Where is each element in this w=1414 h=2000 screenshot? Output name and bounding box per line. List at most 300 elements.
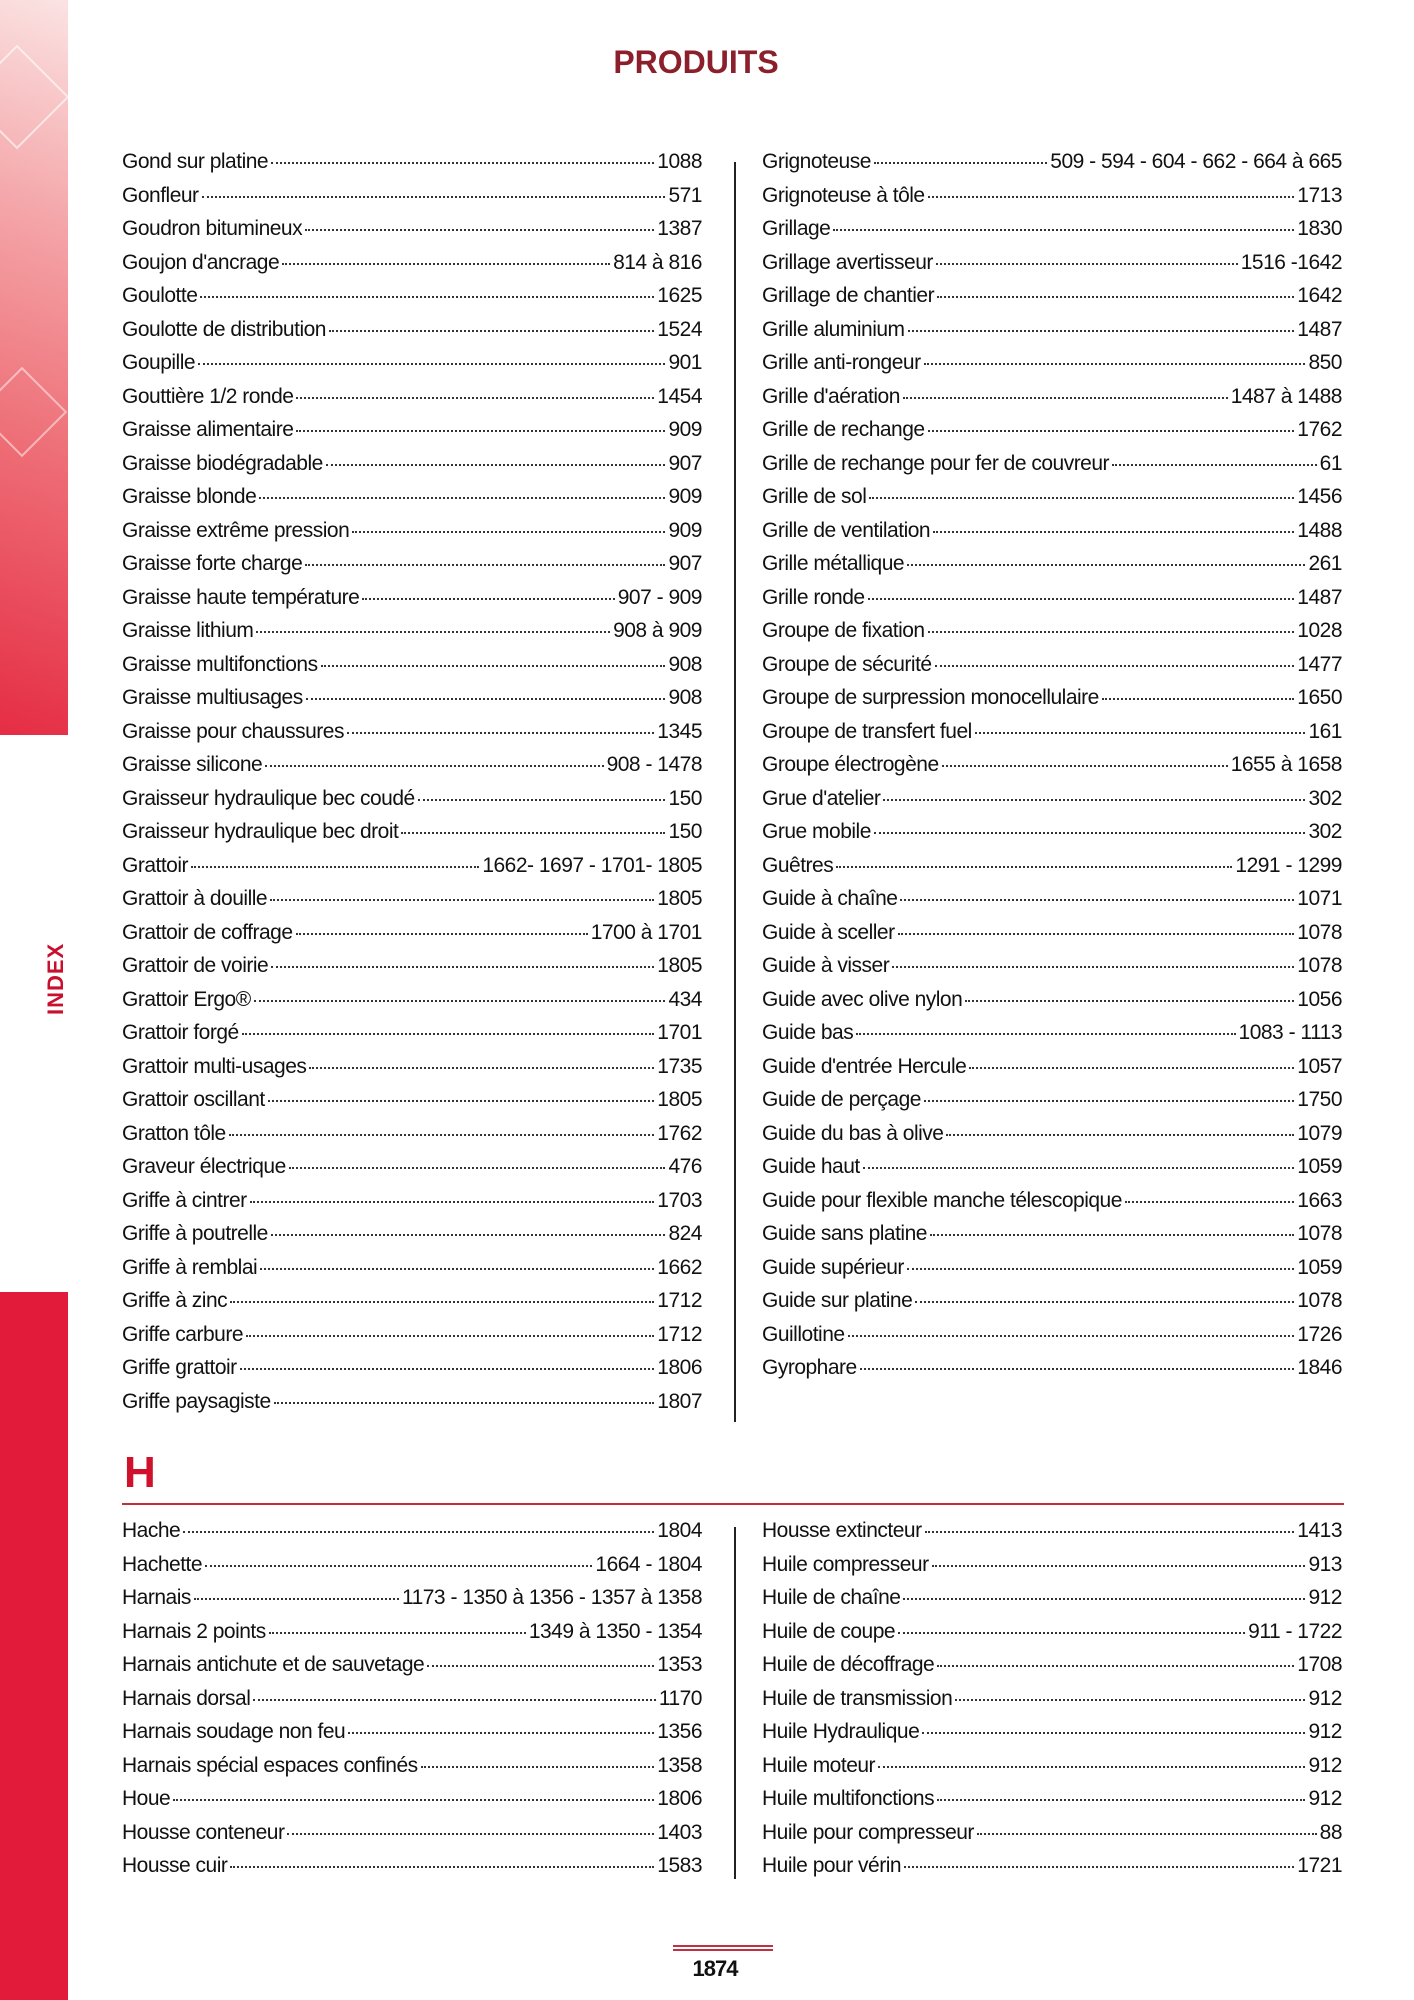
dot-leader [930,1234,1294,1236]
entry-name: Grillage avertisseur [762,250,933,274]
index-entry [122,1519,702,1553]
dot-leader [287,1833,654,1835]
dot-leader [836,866,1232,868]
entry-page: 1712 [657,1322,702,1346]
index-entry [762,251,1342,285]
entry-name: Graisse lithium [122,619,254,642]
entry-page: 1487 [1297,317,1342,341]
page-number-text: 1874 [692,1956,738,1981]
dot-leader [352,531,665,533]
dot-leader [265,765,603,767]
entry-page: 1403 [657,1820,702,1844]
index-entry [122,820,702,854]
dot-leader [296,397,654,399]
index-entry [762,1088,1342,1122]
entry-page: 1625 [657,284,702,307]
dot-leader [230,1866,654,1868]
index-entry [122,1323,702,1357]
entry-name: Harnais dorsal [122,1686,251,1710]
index-entry [762,586,1342,620]
entry-name: Griffe à remblai [122,1255,258,1279]
dot-leader [229,1134,655,1136]
dot-leader [955,1699,1305,1701]
index-entry [762,1787,1342,1821]
column-divider [734,162,736,1422]
index-entry [122,184,702,218]
entry-name: Hache [122,1519,181,1542]
entry-page: 1726 [1297,1322,1342,1346]
entry-page: 150 [668,820,702,843]
dot-leader [260,1268,654,1270]
index-entry [762,284,1342,318]
entry-page: 1806 [657,1356,702,1379]
entry-name: Huile pour compresseur [762,1820,974,1844]
entry-page: 909 [668,485,702,508]
entry-page: 1662- 1697 - 1701- 1805 [482,853,702,877]
entry-name: Graisse biodégradable [122,451,323,475]
entry-page: 1846 [1297,1356,1342,1379]
entry-name: Guide du bas à olive [762,1121,944,1145]
entry-name: Griffe à zinc [122,1289,228,1312]
entry-name: Grignoteuse à tôle [762,183,925,207]
entry-name: Graisseur hydraulique bec droit [122,820,399,843]
index-entry [762,954,1342,988]
index-entry [122,385,702,419]
index-entry [762,217,1342,251]
page-number [0,1956,1414,1982]
entry-page: 1173 - 1350 à 1356 - 1357 à 1358 [401,1586,702,1609]
entry-page: 1454 [657,384,702,408]
entry-page: 907 [668,552,702,575]
index-entry [122,954,702,988]
entry-page: 1583 [657,1854,702,1877]
index-entry [762,1687,1342,1721]
dot-leader [271,966,654,968]
index-entry [762,418,1342,452]
dot-leader [253,1699,655,1701]
entry-page: 1805 [657,887,702,910]
dot-leader [270,899,654,901]
dot-leader [173,1799,654,1801]
index-entry [762,1189,1342,1223]
entry-name: Huile Hydraulique [762,1720,920,1743]
entry-name: Griffe carbure [122,1322,243,1346]
dot-leader [848,1335,1295,1337]
entry-page: 912 [1308,1686,1342,1710]
entry-page: 61 [1319,451,1342,475]
dot-leader [936,263,1238,265]
dot-leader [928,430,1295,432]
entry-page: 1088 [657,150,702,173]
section-rule [122,1503,1344,1505]
entry-page: 1071 [1297,887,1342,910]
entry-page: 909 [668,518,702,542]
index-entry [762,1055,1342,1089]
entry-page: 911 - 1722 [1248,1619,1342,1643]
index-entry [122,586,702,620]
dot-leader [937,1799,1305,1801]
entry-name: Harnais antichute et de sauvetage [122,1653,425,1676]
entry-name: Housse cuir [122,1854,228,1877]
entry-name: Grattoir Ergo® [122,987,251,1011]
dot-leader [240,1368,655,1370]
entry-page: 912 [1308,1720,1342,1743]
entry-page: 907 - 909 [617,585,702,609]
index-tab-label: INDEX [43,942,68,1015]
entry-name: Graisse pour chaussures [122,719,344,743]
entry-page: 1762 [1297,418,1342,441]
dot-leader [271,1234,666,1236]
entry-page: 1083 - 1113 [1238,1021,1342,1044]
entry-page: 1805 [657,954,702,977]
dot-leader [305,229,654,231]
entry-name: Griffe grattoir [122,1356,237,1379]
entry-page: 908 - 1478 [606,753,702,776]
dot-leader [321,665,666,667]
entry-page: 912 [1308,1787,1342,1810]
dot-leader [907,1268,1294,1270]
entry-name: Gonfleur [122,183,199,207]
dot-leader [868,598,1295,600]
dot-leader [946,1134,1294,1136]
entry-page: 1735 [657,1054,702,1078]
entry-name: Guide avec olive nylon [762,987,963,1011]
dot-leader [269,1632,526,1634]
entry-name: Grille ronde [762,585,865,609]
entry-page: 913 [1308,1552,1342,1576]
entry-page: 1079 [1297,1121,1342,1145]
entry-page: 1056 [1297,987,1342,1011]
entry-page: 509 - 594 - 604 - 662 - 664 à 665 [1050,150,1342,173]
entry-page: 302 [1308,786,1342,810]
index-entry [122,1155,702,1189]
entry-page: 302 [1308,820,1342,843]
dot-leader [860,1368,1295,1370]
entry-name: Harnais soudage non feu [122,1720,346,1743]
entry-name: Goulotte de distribution [122,317,326,341]
page-title [0,44,1414,81]
index-entry [122,720,702,754]
index-entry [122,1122,702,1156]
entry-page: 571 [668,183,702,207]
index-entry [762,1222,1342,1256]
entry-page: 150 [668,786,702,810]
index-entry [762,787,1342,821]
entry-name: Groupe de transfert fuel [762,719,972,743]
entry-name: Guide de perçage [762,1088,921,1111]
dot-leader [925,1531,1295,1533]
entry-name: Goudron bitumineux [122,217,303,240]
entry-name: Graisse blonde [122,485,257,508]
dot-leader [892,966,1294,968]
entry-name: Guide à sceller [762,920,895,944]
entry-page: 1358 [657,1753,702,1777]
dot-leader [924,1100,1294,1102]
index-entry [762,452,1342,486]
dot-leader [937,1665,1294,1667]
entry-page: 1807 [657,1389,702,1413]
entry-name: Huile moteur [762,1753,876,1777]
entry-name: Huile compresseur [762,1552,929,1576]
entry-name: Guêtres [762,853,834,877]
dot-leader [347,732,654,734]
index-entry [762,1720,1342,1754]
dot-leader [874,832,1306,834]
index-entry [762,1754,1342,1788]
index-entry [122,619,702,653]
entry-page: 1662 [657,1255,702,1279]
index-entry [762,1854,1342,1888]
entry-name: Graisse alimentaire [122,418,294,441]
index-column-h-right [762,1519,1342,1888]
entry-page: 1721 [1297,1854,1342,1877]
entry-page: 1713 [1297,183,1342,207]
entry-name: Graisse haute température [122,585,360,609]
entry-name: Groupe de fixation [762,619,925,642]
index-column-g-left [122,150,702,1423]
index-entry [762,1155,1342,1189]
entry-page: 912 [1308,1586,1342,1609]
index-entry [122,351,702,385]
entry-page: 1487 à 1488 [1230,384,1342,408]
entry-page: 1387 [657,217,702,240]
index-entry [122,1687,702,1721]
entry-page: 1762 [657,1121,702,1145]
entry-name: Harnais 2 points [122,1619,266,1643]
index-entry [762,753,1342,787]
entry-name: Graisseur hydraulique bec coudé [122,786,415,810]
entry-name: Guide supérieur [762,1255,904,1279]
index-entry [122,1021,702,1055]
dot-leader [833,229,1294,231]
entry-page: 1516 -1642 [1240,250,1342,274]
entry-page: 850 [1308,351,1342,374]
dot-leader [942,765,1228,767]
page-title-text: PRODUITS [613,44,779,80]
dot-leader [1112,464,1317,466]
entry-page: 1477 [1297,652,1342,676]
entry-page: 1642 [1297,284,1342,307]
entry-name: Guillotine [762,1322,845,1346]
dot-leader [1102,698,1294,700]
entry-name: Grattoir de coffrage [122,920,293,944]
index-entry [122,854,702,888]
index-entry [122,1586,702,1620]
index-entry [122,519,702,553]
dot-leader [309,1067,654,1069]
entry-page: 901 [668,351,702,374]
dot-leader [256,631,610,633]
entry-name: Grille d'aération [762,384,900,408]
index-entry [762,720,1342,754]
dot-leader [922,1732,1305,1734]
dot-leader [200,296,654,298]
entry-name: Grignoteuse [762,150,871,173]
entry-name: Gyrophare [762,1356,857,1379]
index-entry [122,1821,702,1855]
entry-name: Guide à chaîne [762,887,898,910]
entry-name: Guide haut [762,1155,860,1178]
entry-page: 1805 [657,1088,702,1111]
index-entry [762,1821,1342,1855]
index-entry [762,1323,1342,1357]
entry-page: 908 à 909 [613,619,702,642]
entry-page: 912 [1308,1753,1342,1777]
entry-name: Graisse extrême pression [122,518,350,542]
index-entry [122,1854,702,1888]
entry-page: 1291 - 1299 [1235,853,1342,877]
dot-leader [274,1402,655,1404]
dot-leader [183,1531,654,1533]
index-entry [122,1390,702,1424]
entry-name: Huile pour vérin [762,1854,902,1877]
entry-page: 1456 [1297,485,1342,508]
dot-leader [421,1766,655,1768]
dot-leader [401,832,665,834]
index-entry [762,519,1342,553]
entry-name: Guide sur platine [762,1289,913,1312]
dot-leader [965,1000,1294,1002]
entry-name: Guide à visser [762,954,890,977]
entry-name: Huile de transmission [762,1686,953,1710]
dot-leader [937,296,1294,298]
entry-name: Grattoir à douille [122,887,268,910]
dot-leader [289,1167,666,1169]
dot-leader [329,330,654,332]
entry-name: Grue mobile [762,820,871,843]
entry-name: Guide sans platine [762,1222,927,1245]
entry-name: Harnais spécial espaces confinés [122,1753,418,1777]
index-entry [762,1122,1342,1156]
entry-name: Housse conteneur [122,1820,285,1844]
entry-name: Harnais [122,1586,191,1609]
dot-leader [326,464,666,466]
entry-name: Hachette [122,1552,203,1576]
index-entry [762,1519,1342,1553]
entry-name: Grille métallique [762,552,905,575]
section-letter: H [124,1448,156,1497]
entry-name: Gratton tôle [122,1121,226,1145]
index-entry [122,1653,702,1687]
entry-page: 908 [668,686,702,709]
entry-page: 1057 [1297,1054,1342,1078]
dot-leader [900,899,1294,901]
dot-leader [874,162,1047,164]
index-entry [122,1620,702,1654]
entry-page: 1708 [1297,1653,1342,1676]
index-entry [762,619,1342,653]
dot-leader [191,866,479,868]
index-entry [762,385,1342,419]
entry-name: Grillage de chantier [762,284,935,307]
entry-page: 814 à 816 [613,250,702,274]
dot-leader [271,162,654,164]
entry-page: 1663 [1297,1188,1342,1212]
entry-page: 1655 à 1658 [1230,753,1342,776]
dot-leader [898,1632,1245,1634]
dot-leader [268,1100,655,1102]
dot-leader [907,564,1305,566]
index-entry [762,184,1342,218]
dot-leader [305,564,665,566]
entry-name: Grattoir de voirie [122,954,269,977]
entry-page: 1059 [1297,1155,1342,1178]
dot-leader [306,698,666,700]
entry-name: Housse extincteur [762,1519,922,1542]
dot-leader [205,1565,592,1567]
entry-name: Grille de ventilation [762,518,931,542]
entry-page: 1356 [657,1720,702,1743]
index-entry [762,485,1342,519]
index-entry [122,1222,702,1256]
entry-page: 1806 [657,1787,702,1810]
index-entry [762,351,1342,385]
entry-page: 1650 [1297,686,1342,709]
entry-name: Huile de décoffrage [762,1653,935,1676]
entry-name: Groupe de sécurité [762,652,932,676]
entry-page: 1078 [1297,954,1342,977]
entry-page: 909 [668,418,702,441]
entry-page: 1712 [657,1289,702,1312]
dot-leader [348,1732,654,1734]
decorative-side-band [0,0,68,735]
dot-leader [904,1866,1294,1868]
entry-page: 1750 [1297,1088,1342,1111]
entry-name: Huile multifonctions [762,1787,935,1810]
index-entry [762,318,1342,352]
index-entry [122,787,702,821]
entry-page: 161 [1308,719,1342,743]
index-entry [762,1021,1342,1055]
entry-page: 1353 [657,1653,702,1676]
entry-name: Graisse multifonctions [122,652,318,676]
entry-page: 908 [668,652,702,676]
entry-page: 1524 [657,317,702,341]
index-entry [122,753,702,787]
entry-name: Griffe à poutrelle [122,1222,268,1245]
index-entry [122,1553,702,1587]
index-entry [122,1754,702,1788]
entry-page: 1028 [1297,619,1342,642]
index-entry [122,1720,702,1754]
entry-name: Graisse multiusages [122,686,303,709]
index-entry [122,921,702,955]
index-entry [762,1653,1342,1687]
entry-page: 1701 [657,1021,702,1044]
entry-page: 1700 à 1701 [590,920,702,944]
entry-name: Grattoir oscillant [122,1088,265,1111]
entry-name: Grille anti-rongeur [762,351,921,374]
entry-name: Groupe électrogène [762,753,939,776]
index-entry [122,1256,702,1290]
dot-leader [869,497,1294,499]
index-entry [122,251,702,285]
index-entry [122,452,702,486]
index-entry [762,820,1342,854]
dot-leader [898,933,1295,935]
entry-page: 1059 [1297,1255,1342,1279]
entry-name: Gond sur platine [122,150,269,173]
index-entry [762,686,1342,720]
dot-leader [878,1766,1305,1768]
dot-leader [883,799,1305,801]
entry-page: 261 [1308,552,1342,575]
index-entry [762,988,1342,1022]
entry-name: Groupe de surpression monocellulaire [762,686,1099,709]
index-entry [122,150,702,184]
entry-name: Guide pour flexible manche télescopique [762,1188,1122,1212]
dot-leader [202,196,666,198]
